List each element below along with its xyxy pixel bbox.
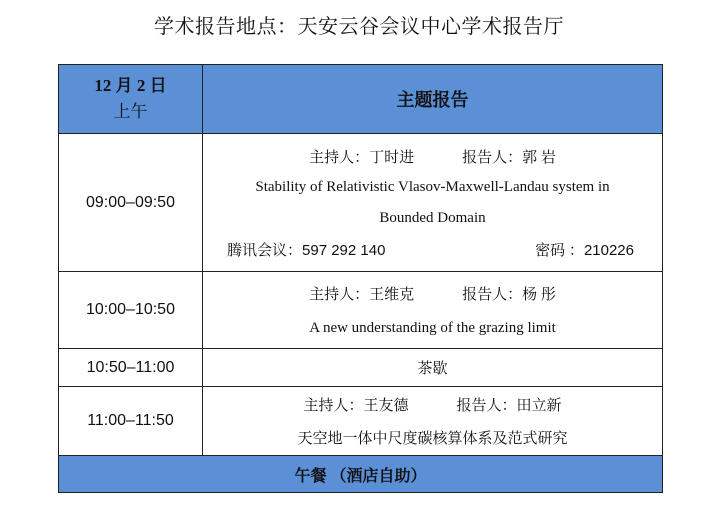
host-label: 主持人：王友德 — [303, 398, 409, 414]
lunch-row — [59, 456, 663, 493]
schedule-table — [58, 64, 663, 493]
date-header-cell — [59, 65, 203, 134]
host-speaker-line — [203, 394, 662, 415]
page-title: 学术报告地点：天安云谷会议中心学术报告厅 — [154, 16, 564, 38]
speaker-label: 报告人：郭 岩 — [462, 149, 556, 166]
date-label: 12 月 2 日 — [94, 76, 167, 95]
table-row — [59, 349, 663, 387]
time-cell: 09:00–09:50 — [59, 134, 203, 272]
ampm-label: 上午 — [113, 102, 148, 121]
speaker-label: 报告人：杨 彤 — [462, 287, 556, 303]
host-label: 主持人：王维克 — [309, 287, 415, 303]
password-label: 密码 ： — [535, 242, 584, 259]
table-header-row — [59, 65, 663, 134]
session-cell — [203, 272, 663, 349]
table-row — [59, 134, 663, 272]
time-cell: 10:50–11:00 — [59, 349, 203, 387]
meeting-id: 597 292 140 — [302, 241, 386, 259]
meeting-info-line — [203, 239, 662, 260]
host-speaker-line — [203, 146, 662, 167]
talk-title-line1: 天空地一体中尺度碳核算体系及范式研究 — [297, 431, 568, 447]
password-group — [535, 239, 634, 260]
break-cell: 茶歇 — [203, 349, 663, 387]
host-speaker-line — [203, 283, 662, 304]
meeting-id-group — [227, 239, 385, 260]
talk-title-line1: Stability of Relativistic Vlasov-Maxwell-Landau system in — [255, 178, 610, 195]
session-cell — [203, 134, 663, 272]
topic-header-cell — [203, 65, 663, 134]
topic-header-label: 主题报告 — [396, 90, 469, 110]
speaker-label: 报告人：田立新 — [456, 398, 562, 414]
table-row — [59, 272, 663, 349]
lunch-cell: 午餐 （酒店自助） — [59, 456, 663, 493]
talk-title-line1: A new understanding of the grazing limit — [309, 320, 556, 336]
host-label: 主持人：丁时进 — [309, 149, 415, 166]
time-cell: 11:00–11:50 — [59, 387, 203, 456]
talk-title-line2: Bounded Domain — [379, 209, 486, 226]
password-value: 210226 — [583, 241, 634, 259]
meeting-label: 腾讯会议： — [227, 242, 303, 259]
table-row — [59, 387, 663, 456]
time-cell: 10:00–10:50 — [59, 272, 203, 349]
session-cell — [203, 387, 663, 456]
